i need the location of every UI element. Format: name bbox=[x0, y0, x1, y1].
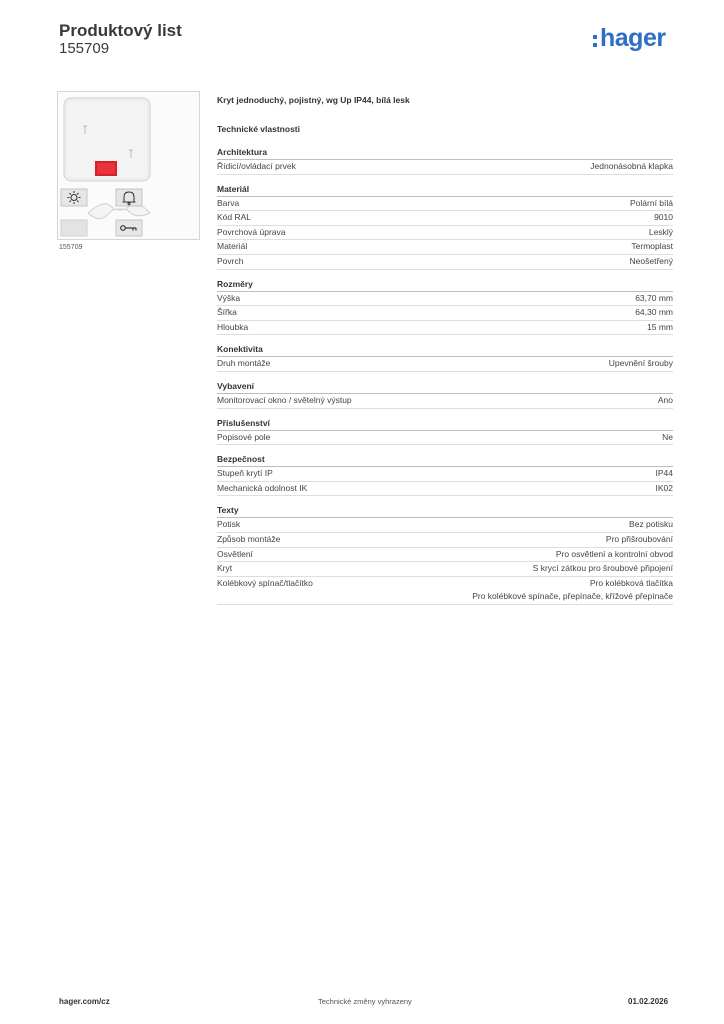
group-title: Texty bbox=[217, 505, 673, 518]
group-title: Příslušenství bbox=[217, 418, 673, 431]
property-value bbox=[635, 306, 673, 320]
property-row bbox=[217, 431, 673, 446]
property-label: Barva bbox=[217, 197, 240, 208]
property-label: Řídicí/ovládací prvek bbox=[217, 161, 296, 171]
property-label: Povrch bbox=[217, 255, 244, 266]
property-value-line: IK02 bbox=[655, 482, 673, 493]
footer-date: 01.02.2026 bbox=[628, 997, 669, 1006]
property-value-line: Ne bbox=[662, 431, 673, 442]
property-groups bbox=[217, 147, 673, 605]
property-value-line: 63,70 mm bbox=[635, 292, 673, 303]
property-row bbox=[217, 292, 673, 307]
property-value bbox=[590, 160, 673, 174]
property-value-line: Neošetřený bbox=[629, 255, 673, 266]
property-group bbox=[217, 344, 673, 372]
property-group bbox=[217, 454, 673, 496]
property-value-line: Bez potisku bbox=[629, 519, 673, 530]
property-label: Kolébkový spínač/tlačítko bbox=[217, 577, 313, 588]
property-label: Popisové pole bbox=[217, 431, 271, 442]
property-row bbox=[217, 255, 673, 270]
property-row bbox=[217, 577, 673, 605]
property-label: Kryt bbox=[217, 563, 233, 574]
property-value bbox=[609, 357, 673, 371]
property-row bbox=[217, 160, 673, 175]
property-value-line: Upevnění šrouby bbox=[608, 358, 673, 369]
property-value bbox=[631, 240, 673, 254]
group-title: Materiál bbox=[217, 184, 673, 197]
property-value bbox=[533, 562, 673, 576]
property-group bbox=[217, 147, 673, 175]
property-value bbox=[656, 482, 674, 496]
property-label: Potisk bbox=[217, 519, 241, 530]
property-label: Kód RAL bbox=[217, 212, 252, 223]
property-row bbox=[217, 211, 673, 226]
property-row bbox=[217, 533, 673, 548]
property-label: Šířka bbox=[217, 307, 237, 318]
property-value bbox=[647, 321, 673, 335]
property-row bbox=[217, 197, 673, 212]
property-value-line: IP44 bbox=[655, 468, 673, 479]
property-label: Mechanická odolnost IK bbox=[217, 482, 308, 493]
property-value bbox=[662, 431, 673, 445]
property-value-line: Jednonásobná klapka bbox=[590, 161, 673, 171]
property-row bbox=[217, 321, 673, 336]
property-group bbox=[217, 279, 673, 336]
specification-panel bbox=[217, 95, 673, 614]
property-label: Povrchová úprava bbox=[217, 226, 286, 237]
technical-properties-heading: Technické vlastnosti bbox=[217, 124, 300, 134]
property-value bbox=[556, 548, 673, 562]
property-label: Druh montáže bbox=[217, 358, 271, 369]
property-value bbox=[630, 197, 673, 211]
property-row bbox=[217, 482, 673, 497]
property-row bbox=[217, 240, 673, 255]
property-value-line: S krycí zátkou pro šroubové připojení bbox=[532, 563, 673, 574]
property-value-line: Pro kolébková tlačítka bbox=[589, 577, 673, 588]
property-value-line: Pro kolébkové spínače, přepínače, křížové přepínače bbox=[472, 591, 673, 602]
property-label: Monitorovací okno / světelný výstup bbox=[217, 394, 352, 405]
property-group bbox=[217, 505, 673, 605]
property-value bbox=[654, 211, 673, 225]
property-label: Materiál bbox=[217, 241, 248, 252]
group-title: Vybavení bbox=[217, 381, 673, 394]
property-row bbox=[217, 394, 673, 409]
property-value-line: Pro osvětlení a kontrolní obvod bbox=[555, 548, 673, 559]
property-value-line: 64,30 mm bbox=[635, 307, 673, 318]
property-row bbox=[217, 306, 673, 321]
property-value bbox=[656, 467, 674, 481]
property-group bbox=[217, 418, 673, 446]
property-group bbox=[217, 184, 673, 270]
property-value bbox=[630, 255, 673, 269]
footer-notice: Technické změny vyhrazeny bbox=[318, 997, 412, 1006]
property-value-line: Pro přišroubování bbox=[605, 533, 673, 544]
property-label: Stupeň krytí IP bbox=[217, 468, 273, 479]
property-value bbox=[472, 577, 673, 604]
property-value bbox=[649, 226, 673, 240]
property-value-line: 9010 bbox=[654, 212, 673, 223]
property-row bbox=[217, 562, 673, 577]
property-row bbox=[217, 467, 673, 482]
image-caption: 155709 bbox=[59, 244, 83, 251]
property-value-line: Ano bbox=[657, 394, 673, 405]
property-value-line: Termoplast bbox=[631, 241, 673, 252]
footer-website: hager.com/cz bbox=[59, 997, 110, 1006]
property-value-line: Polární bílá bbox=[630, 197, 673, 208]
group-title: Rozměry bbox=[217, 279, 673, 292]
product-image bbox=[57, 91, 200, 240]
property-group bbox=[217, 381, 673, 409]
product-name: Kryt jednoduchý, pojistný, wg Up IP44, bílá lesk bbox=[217, 95, 410, 105]
property-value bbox=[629, 518, 673, 532]
property-value-line: 15 mm bbox=[647, 321, 673, 332]
document-title: Produktový list bbox=[59, 21, 182, 40]
property-row bbox=[217, 518, 673, 533]
property-value bbox=[635, 292, 673, 306]
group-title: Architektura bbox=[217, 147, 673, 160]
document-number: 155709 bbox=[59, 40, 110, 57]
property-value bbox=[658, 394, 673, 408]
property-label: Hloubka bbox=[217, 321, 249, 332]
property-label: Osvětlení bbox=[217, 548, 253, 559]
product-illustration bbox=[58, 92, 199, 239]
property-row bbox=[217, 226, 673, 241]
group-title: Konektivita bbox=[217, 344, 673, 357]
logo-text: hager bbox=[600, 24, 666, 52]
property-value-line: Lesklý bbox=[648, 226, 673, 237]
property-row bbox=[217, 548, 673, 563]
property-row bbox=[217, 357, 673, 372]
property-label: Výška bbox=[217, 292, 241, 303]
property-label: Způsob montáže bbox=[217, 533, 281, 544]
property-value bbox=[606, 533, 673, 547]
group-title: Bezpečnost bbox=[217, 454, 673, 467]
